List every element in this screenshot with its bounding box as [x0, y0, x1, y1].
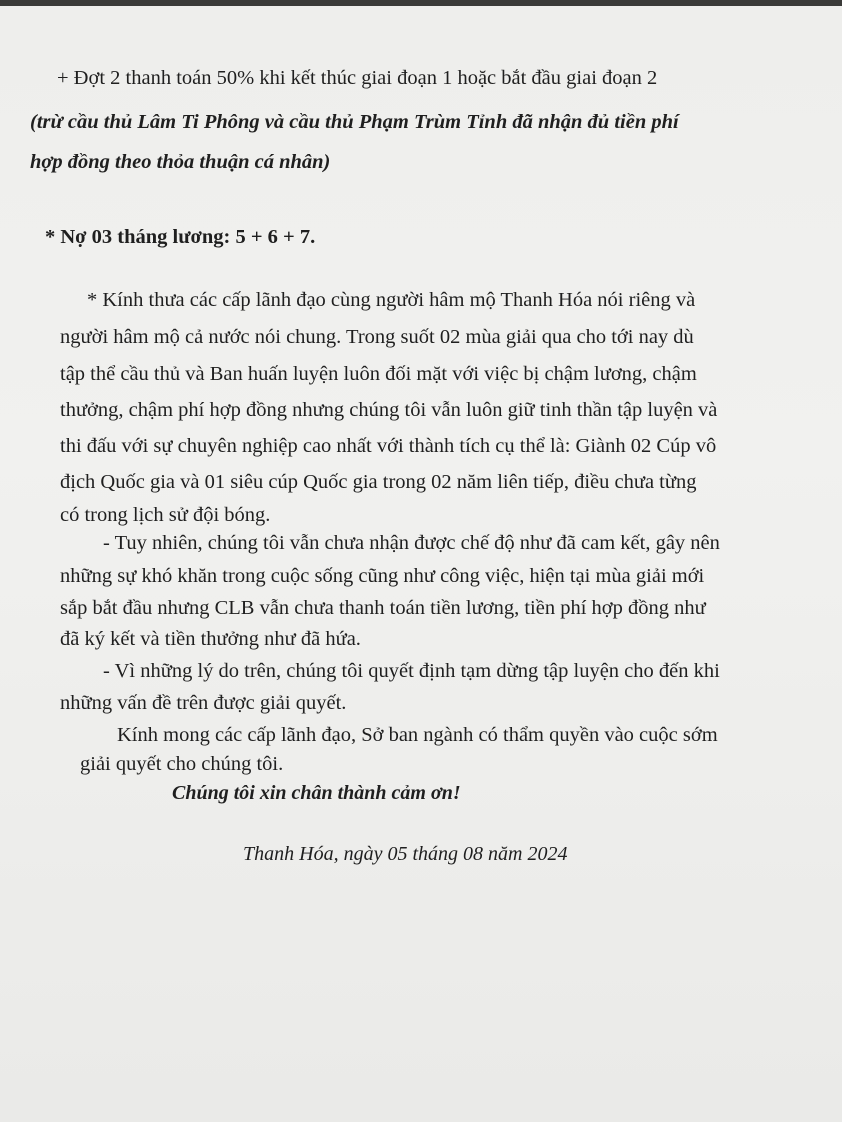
appeal-para1-line-7: có trong lịch sử đội bóng.: [60, 504, 271, 526]
closing-place-date: Thanh Hóa, ngày 05 tháng 08 năm 2024: [243, 843, 568, 865]
document-page: [0, 6, 842, 1122]
salary-owed-heading: * Nợ 03 tháng lương: 5 + 6 + 7.: [45, 226, 316, 248]
closing-thanks: Chúng tôi xin chân thành cảm ơn!: [172, 782, 461, 804]
appeal-para2-line-4: đã ký kết và tiền thưởng như đã hứa.: [60, 628, 361, 650]
appeal-para1-line-3: tập thể cầu thủ và Ban huấn luyện luôn đối mặt với việc bị chậm lương, chậm: [60, 363, 697, 385]
appeal-para2-line-2: những sự khó khăn trong cuộc sống cũng như công việc, hiện tại mùa giải mới: [60, 565, 705, 587]
payment-exception-line-2: hợp đồng theo thỏa thuận cá nhân): [30, 151, 331, 173]
appeal-para1-line-5: thi đấu với sự chuyên nghiệp cao nhất với thành tích cụ thể là: Giành 02 Cúp vô: [60, 435, 717, 457]
appeal-para3-line-2: những vấn đề trên được giải quyết.: [60, 692, 347, 714]
appeal-para3-line-1: - Vì những lý do trên, chúng tôi quyết định tạm dừng tập luyện cho đến khi: [103, 660, 720, 682]
appeal-para1-line-4: thưởng, chậm phí hợp đồng nhưng chúng tôi vẫn luôn giữ tinh thần tập luyện và: [60, 399, 718, 421]
appeal-para2-line-3: sắp bắt đầu nhưng CLB vẫn chưa thanh toán tiền lương, tiền phí hợp đồng như: [60, 597, 706, 619]
payment-exception-line-1: (trừ cầu thủ Lâm Ti Phông và cầu thủ Phạm Trùm Tỉnh đã nhận đủ tiền phí: [30, 111, 679, 133]
appeal-para4-line-2: giải quyết cho chúng tôi.: [80, 753, 284, 775]
appeal-para1-line-1: * Kính thưa các cấp lãnh đạo cùng người hâm mộ Thanh Hóa nói riêng và: [87, 289, 696, 311]
payment-installment-line: + Đợt 2 thanh toán 50% khi kết thúc giai đoạn 1 hoặc bắt đầu giai đoạn 2: [57, 67, 658, 89]
appeal-para2-line-1: - Tuy nhiên, chúng tôi vẫn chưa nhận được chế độ như đã cam kết, gây nên: [103, 532, 720, 554]
appeal-para4-line-1: Kính mong các cấp lãnh đạo, Sở ban ngành có thẩm quyền vào cuộc sớm: [117, 724, 718, 746]
appeal-para1-line-2: người hâm mộ cả nước nói chung. Trong suốt 02 mùa giải qua cho tới nay dù: [60, 326, 694, 348]
appeal-para1-line-6: địch Quốc gia và 01 siêu cúp Quốc gia trong 02 năm liên tiếp, điều chưa từng: [60, 471, 697, 493]
